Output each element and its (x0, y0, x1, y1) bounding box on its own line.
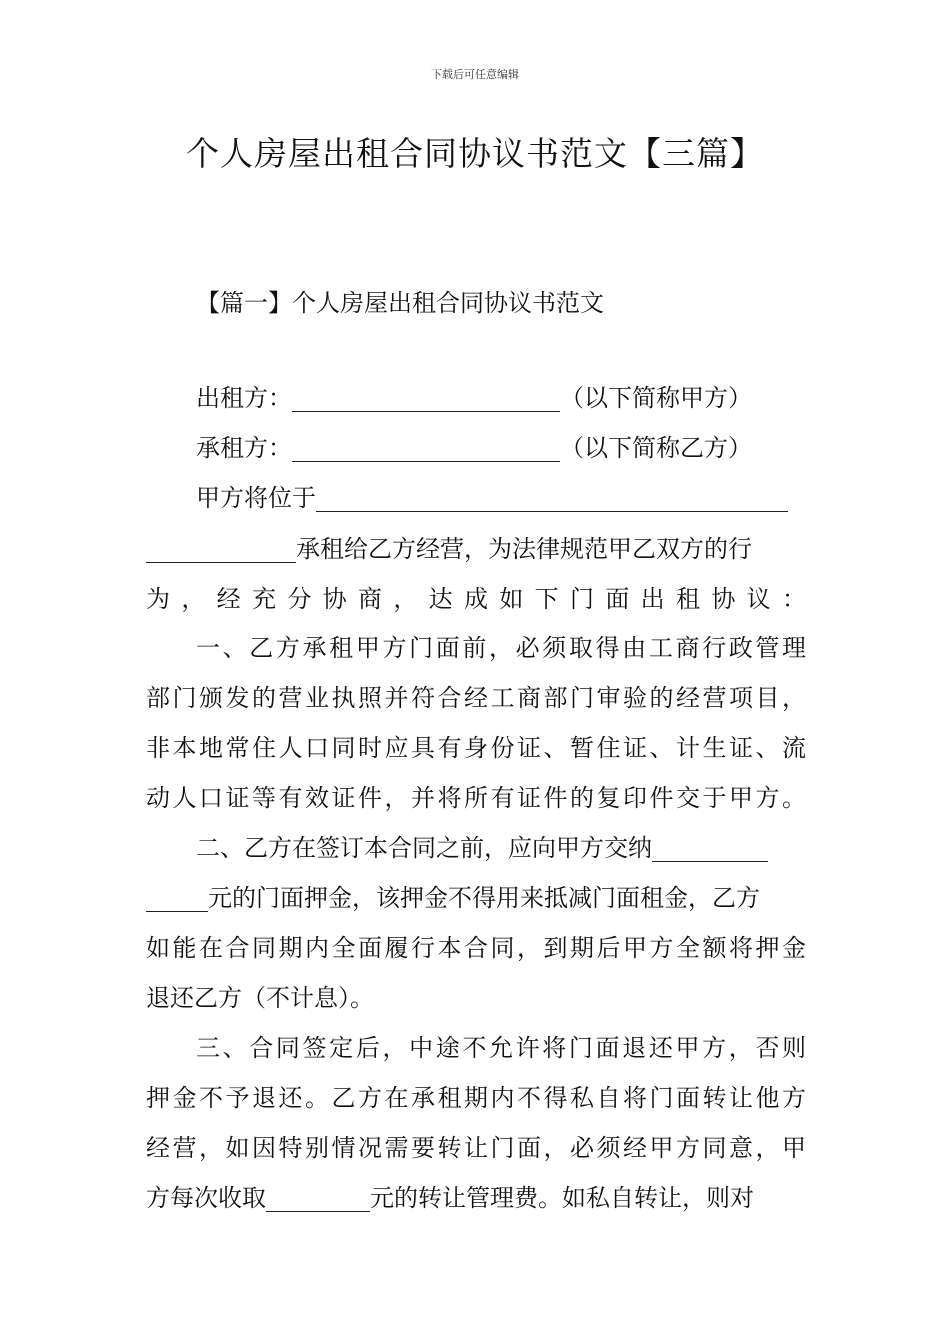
deposit-blank[interactable] (652, 837, 768, 862)
clause-1-line: 非本地常住人口同时应具有身份证、暂住证、计生证、流 (146, 734, 806, 762)
lessee-label: 承租方： (196, 434, 292, 462)
clause-2-line (146, 880, 806, 916)
paragraph-text: 承租给乙方经营，为法律规范甲乙双方的行 (296, 535, 752, 563)
clause-3-text: 元的转让管理费。如私自转让，则对 (370, 1184, 754, 1212)
clause-1-line: 一、乙方承租甲方门面前，必须取得由工商行政管理 (196, 634, 806, 662)
paragraph-line: 为，经充分协商，达成如下门面出租协议： (146, 585, 806, 613)
clause-3-line (146, 1180, 806, 1216)
lessor-label: 出租方： (196, 384, 292, 412)
document-title: 个人房屋出租合同协议书范文【三篇】 (186, 134, 764, 173)
location-line (196, 480, 806, 516)
clause-2-line: 退还乙方（不计息）。 (146, 984, 374, 1012)
lessor-blank[interactable] (292, 387, 560, 412)
location-blank[interactable] (316, 487, 788, 512)
clause-3-text: 方每次收取 (146, 1184, 266, 1212)
lessee-blank[interactable] (292, 437, 560, 462)
lessee-note: （以下简称乙方） (560, 434, 752, 462)
clause-3-line: 经营，如因特别情况需要转让门面，必须经甲方同意，甲 (146, 1134, 806, 1162)
clause-3-line: 三、合同签定后，中途不允许将门面退还甲方，否则 (196, 1034, 806, 1062)
lessee-line (196, 430, 806, 466)
header-note: 下载后可任意编辑 (431, 68, 519, 81)
clause-2-text: 二、乙方在签订本合同之前，应向甲方交纳 (196, 834, 652, 862)
location-blank-cont[interactable] (146, 538, 296, 563)
clause-2-line: 如能在合同期内全面履行本合同，到期后甲方全额将押金 (146, 934, 806, 962)
clause-2-text: 元的门面押金，该押金不得用来抵减门面租金，乙方 (208, 884, 760, 912)
transfer-fee-blank[interactable] (266, 1187, 370, 1212)
paragraph-line (146, 531, 806, 567)
deposit-blank-cont[interactable] (146, 887, 208, 912)
clause-3-line: 押金不予退还。乙方在承租期内不得私自将门面转让他方 (146, 1084, 806, 1112)
clause-1-line: 动人口证等有效证件，并将所有证件的复印件交于甲方。 (146, 784, 806, 812)
clause-1-line: 部门颁发的营业执照并符合经工商部门审验的经营项目， (146, 684, 806, 712)
section-heading: 【篇一】个人房屋出租合同协议书范文 (196, 289, 604, 317)
clause-2-line (196, 830, 806, 866)
location-label: 甲方将位于 (196, 484, 316, 512)
lessor-line (196, 380, 806, 416)
lessor-note: （以下简称甲方） (560, 384, 752, 412)
